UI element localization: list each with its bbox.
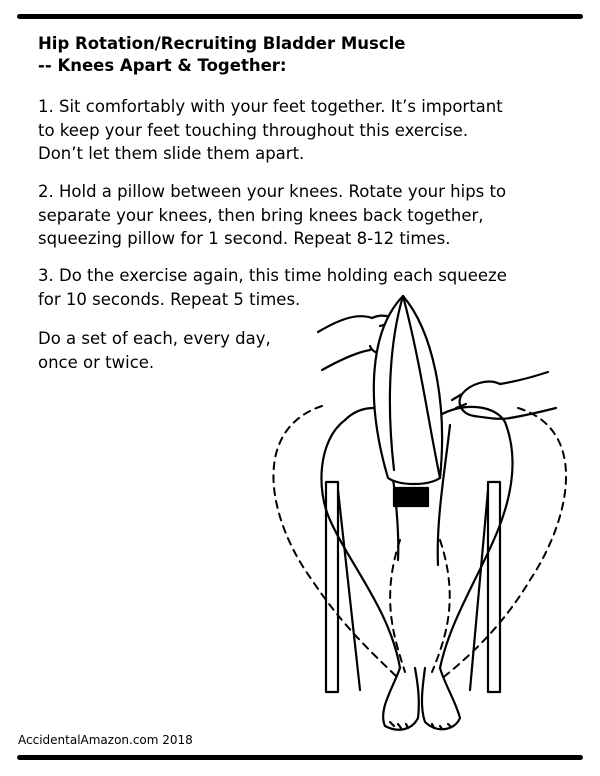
step-3-line-1: 3. Do the exercise again, this time holding each squeeze xyxy=(38,266,507,285)
closing-line-1: Do a set of each, every day, xyxy=(38,329,271,348)
title-line-2: -- Knees Apart & Together: xyxy=(38,56,287,75)
step-1-line-1: 1. Sit comfortably with your feet together. It’s important xyxy=(38,97,503,116)
step-3-line-2: for 10 seconds. Repeat 5 times. xyxy=(38,289,301,309)
footer-credit: AccidentalAmazon.com 2018 xyxy=(18,733,193,747)
step-1-line-2: to keep your feet touching throughout this exercise. xyxy=(38,120,469,140)
step-2-line-2: separate your knees, then bring knees back together, xyxy=(38,205,484,225)
bottom-border-rule xyxy=(17,755,583,760)
chair-illustration xyxy=(326,482,500,692)
title-line-1: Hip Rotation/Recruiting Bladder Muscle xyxy=(38,34,406,53)
step-1-line-3: Don’t let them slide them apart. xyxy=(38,144,305,163)
right-hand-illustration xyxy=(452,372,556,419)
pillow-illustration xyxy=(374,296,442,484)
step-2-line-1: 2. Hold a pillow between your knees. Rotate your hips to xyxy=(38,182,507,201)
step-2-line-3: squeezing pillow for 1 second. Repeat 8-12 times. xyxy=(38,229,451,248)
closing-line-2: once or twice. xyxy=(38,352,155,372)
